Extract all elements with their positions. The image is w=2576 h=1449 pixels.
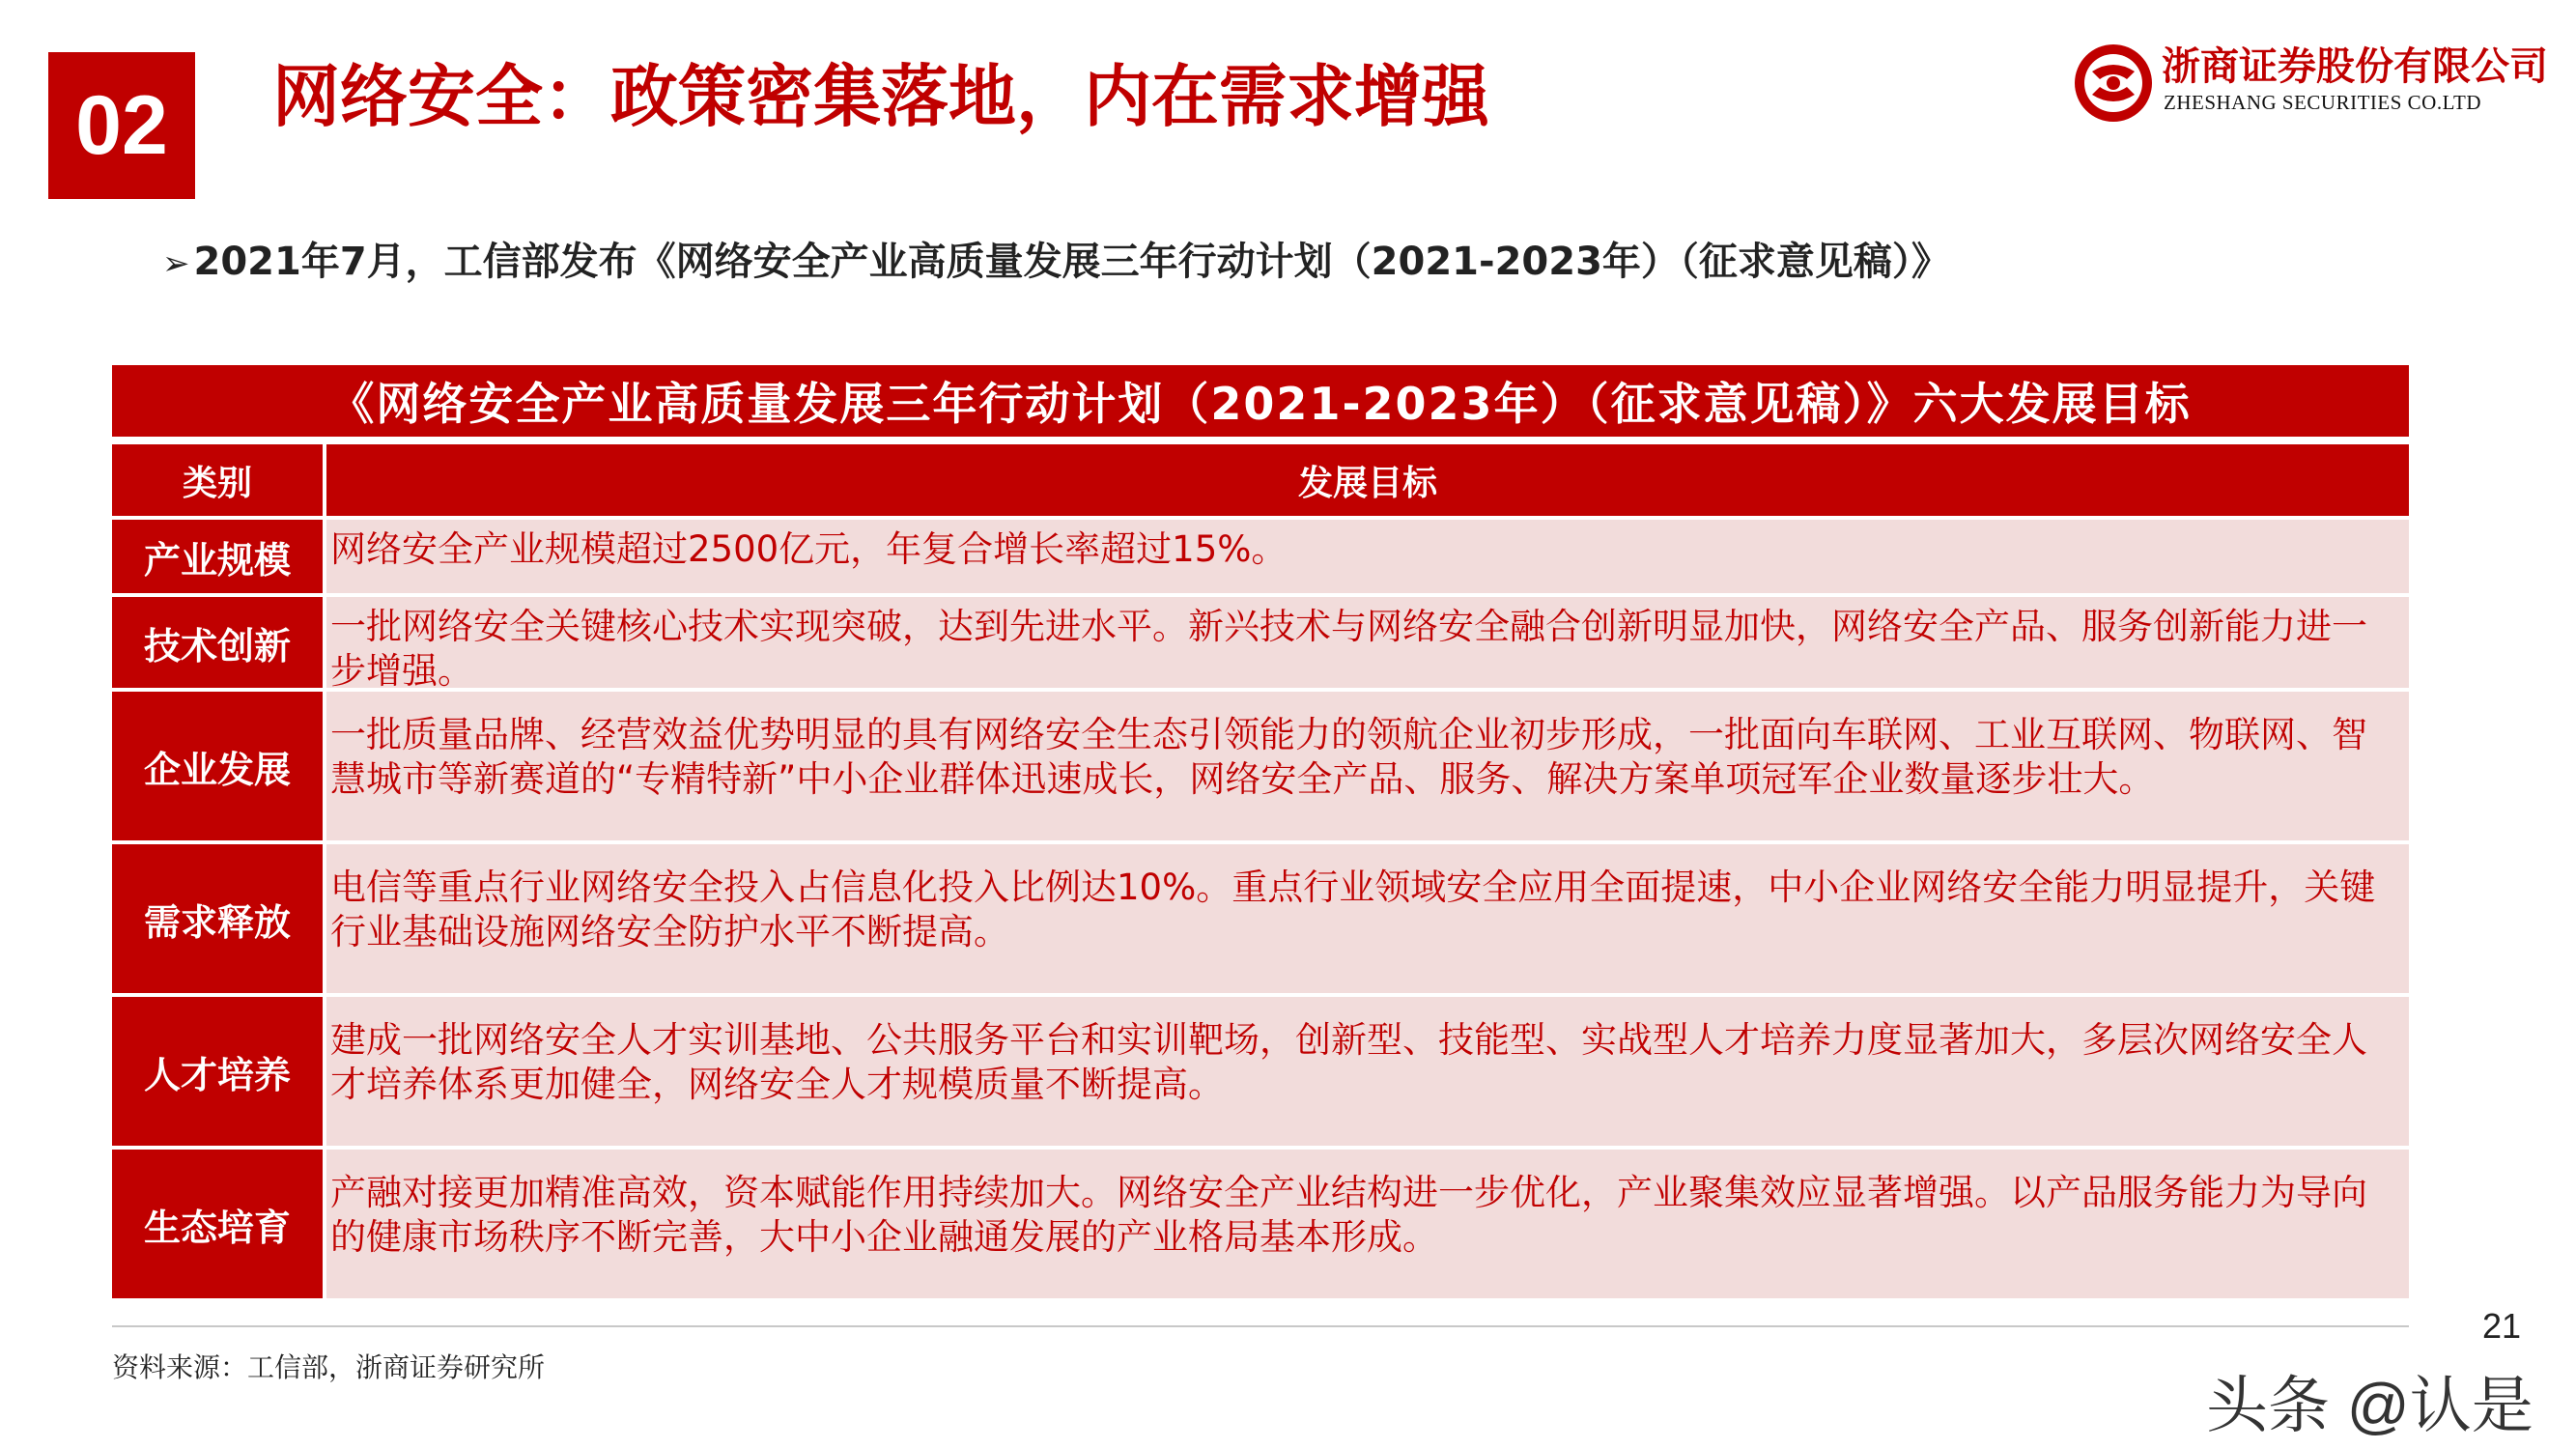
- zheshang-logo-icon: [2073, 43, 2154, 124]
- table-row: [112, 844, 2409, 993]
- section-number-badge: 02: [48, 52, 195, 199]
- header-goal: 发展目标: [1297, 463, 1437, 503]
- table-row: [112, 520, 2409, 593]
- footer-divider: [112, 1325, 2409, 1327]
- row-category: 产业规模: [112, 520, 326, 593]
- row-category: 人才培养: [112, 997, 326, 1146]
- row-goal: 一批网络安全关键核心技术实现突破，达到先进水平。新兴技术与网络安全融合创新明显加快，网络安全产品、服务创新能力进一步增强。: [326, 597, 2409, 688]
- row-goal: 一批质量品牌、经营效益优势明显的具有网络安全生态引领能力的领航企业初步形成，一批面向车联网、工业互联网、物联网、智慧城市等新赛道的“专精特新”中小企业群体迅速成长，网络安全产品、服务、解决方案单项冠军企业数量逐步壮大。: [326, 692, 2409, 840]
- row-category: 需求释放: [112, 844, 326, 993]
- slide-title: 网络安全：政策密集落地，内在需求增强: [272, 57, 1489, 136]
- watermark: 头条 @认是: [2206, 1371, 2534, 1440]
- goals-table: [112, 365, 2409, 1298]
- policy-bullet: [162, 238, 1950, 288]
- table-row: [112, 597, 2409, 692]
- table-row: [112, 692, 2409, 840]
- table-banner: 《网络安全产业高质量发展三年行动计划（2021-2023年）（征求意见稿）》六大发展目标: [112, 365, 2409, 437]
- row-goal: 产融对接更加精准高效，资本赋能作用持续加大。网络安全产业结构进一步优化，产业聚集效应显著增强。以产品服务能力为导向的健康市场秩序不断完善，大中小企业融通发展的产业格局基本形成。: [326, 1150, 2409, 1298]
- table-row: [112, 1150, 2409, 1298]
- row-goal: 电信等重点行业网络安全投入占信息化投入比例达10%。重点行业领域安全应用全面提速，中小企业网络安全能力明显提升，关键行业基础设施网络安全防护水平不断提高。: [326, 844, 2409, 993]
- header-category: 类别: [112, 444, 326, 516]
- arrow-bullet-icon: ➢: [162, 244, 190, 283]
- source-note: 资料来源：工信部，浙商证券研究所: [112, 1351, 546, 1383]
- row-category: 企业发展: [112, 692, 326, 840]
- row-goal: 建成一批网络安全人才实训基地、公共服务平台和实训靶场，创新型、技能型、实战型人才培养力度显著加大，多层次网络安全人才培养体系更加健全，网络安全人才规模质量不断提高。: [326, 997, 2409, 1146]
- company-logo: [2073, 43, 2548, 124]
- table-row: [112, 997, 2409, 1146]
- company-name-cn: 浙商证券股份有限公司: [2162, 43, 2548, 89]
- table-header-row: [112, 444, 2409, 516]
- row-category: 生态培育: [112, 1150, 326, 1298]
- row-category: 技术创新: [112, 597, 326, 688]
- row-goal: 网络安全产业规模超过2500亿元，年复合增长率超过15%。: [326, 520, 2409, 593]
- policy-bullet-text: 2021年7月，工信部发布《网络安全产业高质量发展三年行动计划（2021-2023年）（征求意见稿）》: [193, 240, 1950, 284]
- page-number: 21: [2482, 1306, 2522, 1346]
- company-name-en: ZHESHANG SECURITIES CO.LTD: [2164, 91, 2481, 114]
